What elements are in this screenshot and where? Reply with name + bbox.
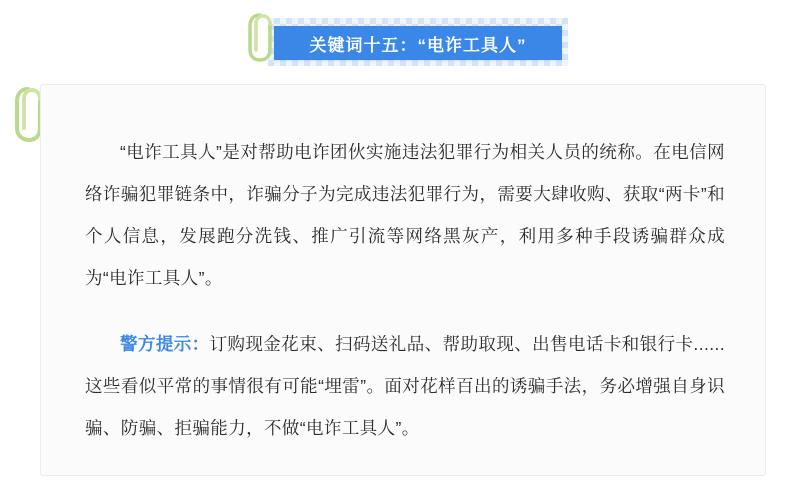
article-paragraph-1: “电诈工具人”是对帮助电诈团伙实施违法犯罪行为相关人员的统称。在电信网络诈骗犯罪链条中，诈骗分子为完成违法犯罪行为，需要大肆收购、获取“两卡”和个人信息，发展跑分洗钱、推广引流等网络黑灰产，利用多种手段诱骗群众成为“电诈工具人”。: [85, 141, 725, 288]
title-banner: [268, 18, 568, 66]
article-paragraph-2: [85, 323, 725, 449]
title-bar: [274, 26, 562, 60]
police-tip-text: 订购现金花束、扫码送礼品、帮助取现、出售电话卡和银行卡......这些看似平常的事情很有可能“埋雷”。面对花样百出的诱骗手法，务必增强自身识骗、防骗、拒骗能力，不做“电诈工具人”。: [85, 333, 726, 438]
article-card: [40, 84, 766, 476]
police-tip-label: 警方提示：: [120, 333, 210, 354]
page-title: 关键词十五：“电诈工具人”: [309, 35, 527, 55]
paperclip-icon: [246, 10, 276, 69]
